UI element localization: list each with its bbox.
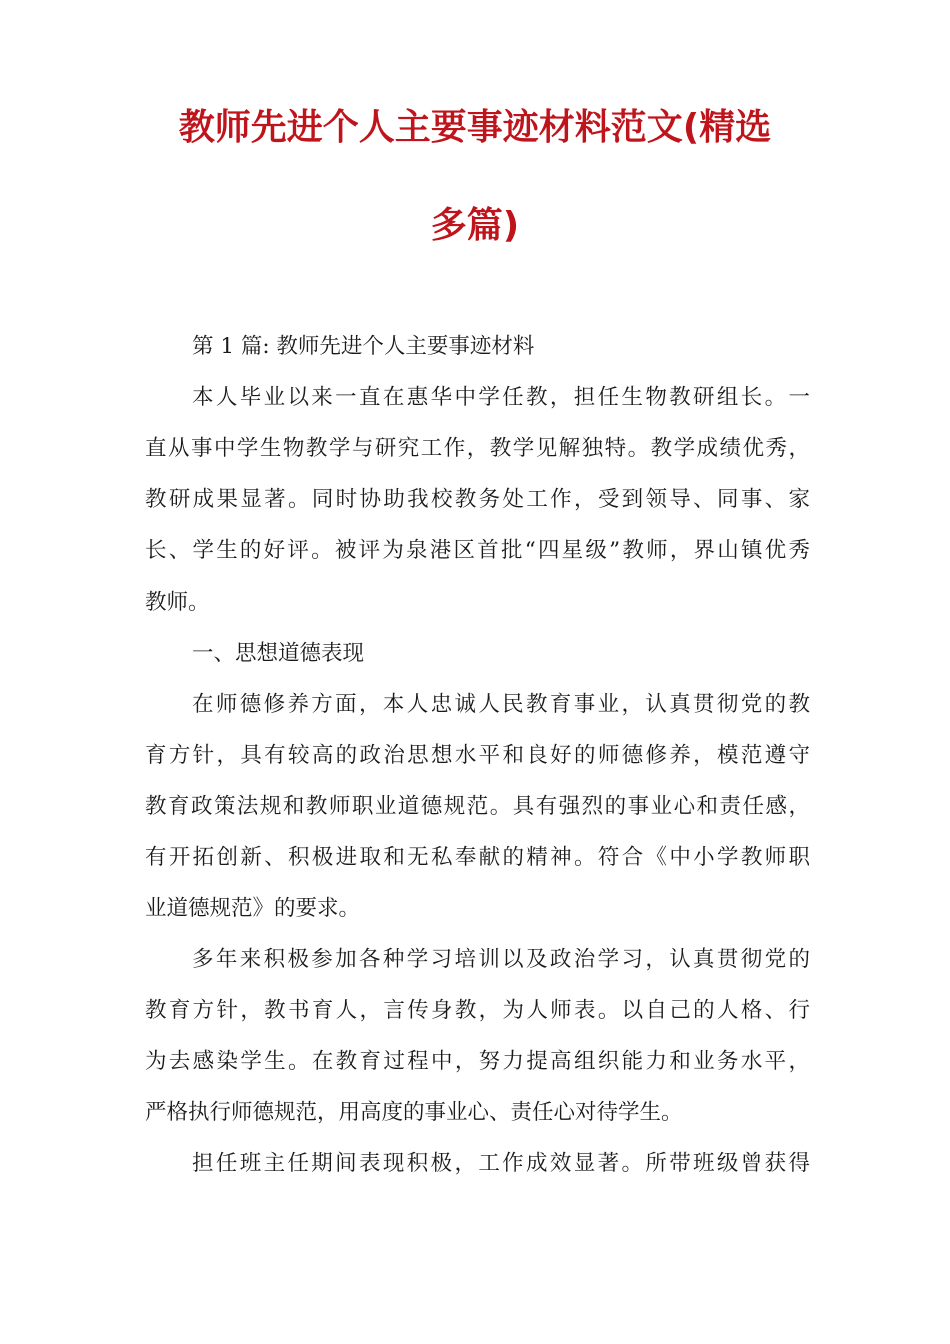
paragraph-line: 教育方针，教书育人，言传身教，为人师表。以自己的人格、行 — [145, 998, 810, 1023]
paragraph-line: 有开拓创新、积极进取和无私奉献的精神。符合《中小学教师职 — [145, 845, 810, 870]
paragraph-line: 教研成果显著。同时协助我校教务处工作，受到领导、同事、家 — [145, 487, 810, 512]
paragraph-line: 业道德规范》的要求。 — [145, 896, 361, 921]
paragraph-line: 教育政策法规和教师职业道德规范。具有强烈的事业心和责任感， — [145, 794, 810, 819]
paragraph-line: 多年来积极参加各种学习培训以及政治学习，认真贯彻党的 — [192, 947, 810, 972]
subsection-heading: 一、思想道德表现 — [192, 641, 365, 666]
document-title-line-2: 多篇) — [430, 205, 520, 246]
paragraph-line: 为去感染学生。在教育过程中，努力提高组织能力和业务水平， — [145, 1049, 810, 1074]
document-title-line-1: 教师先进个人主要事迹材料范文(精选 — [178, 107, 772, 148]
section-heading: 第 1 篇: 教师先进个人主要事迹材料 — [192, 334, 535, 359]
paragraph-line: 长、学生的好评。被评为泉港区首批“四星级”教师，界山镇优秀 — [145, 538, 810, 563]
paragraph-line: 直从事中学生物教学与研究工作，教学见解独特。教学成绩优秀， — [145, 436, 810, 461]
paragraph-line: 本人毕业以来一直在惠华中学任教，担任生物教研组长。一 — [192, 385, 810, 410]
paragraph-line: 在师德修养方面，本人忠诚人民教育事业，认真贯彻党的教 — [192, 692, 810, 717]
paragraph-line: 育方针，具有较高的政治思想水平和良好的师德修养，模范遵守 — [145, 743, 810, 768]
paragraph-line: 严格执行师德规范，用高度的事业心、责任心对待学生。 — [145, 1100, 683, 1125]
paragraph-line: 担任班主任期间表现积极，工作成效显著。所带班级曾获得 — [192, 1151, 810, 1176]
paragraph-line: 教师。 — [145, 590, 210, 615]
